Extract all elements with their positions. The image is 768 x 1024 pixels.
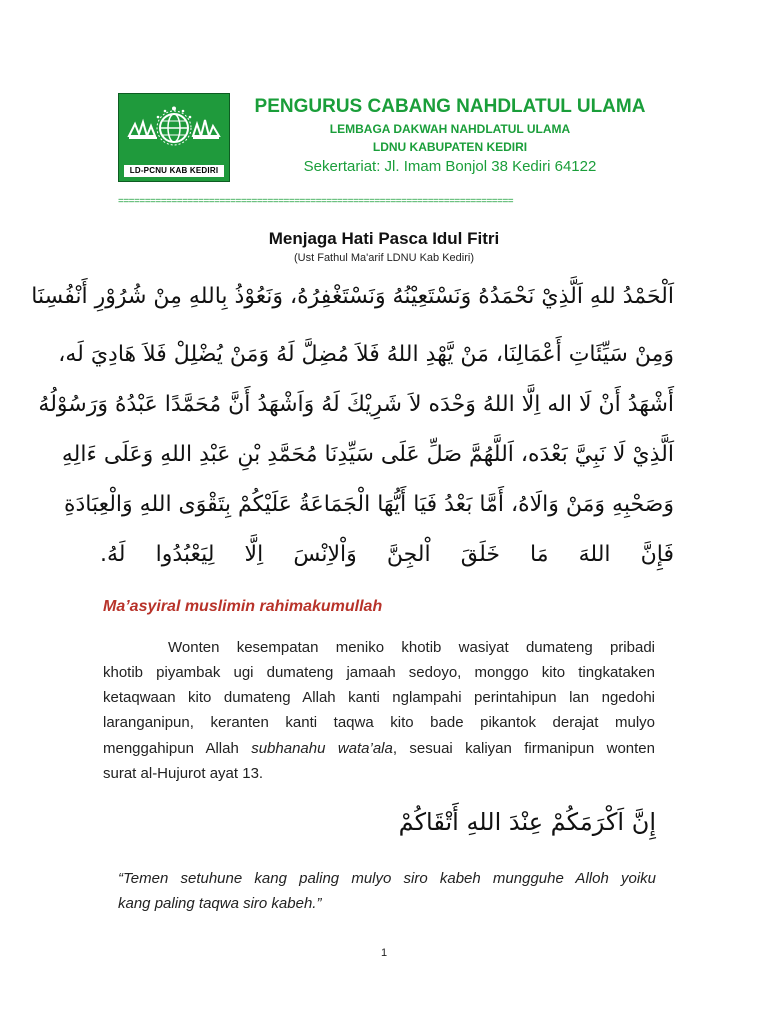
department-name: LEMBAGA DAKWAH NAHDLATUL ULAMA bbox=[329, 122, 571, 136]
organization-name: PENGURUS CABANG NAHDLATUL ULAMA bbox=[254, 96, 646, 117]
arabic-line: أَشْهَدُ أَنْ لَا اله اِلَّا اللهُ وَحْدَه لاَ شَرِيْكَ لَهُ وَاَشْهَدُ أَنَّ مُحَمَّدًا عَبْدُهُ وَرَسُوْلُهُ bbox=[38, 392, 674, 417]
secretariat-address: Sekertariat: Jl. Imam Bonjol 38 Kediri 64122 bbox=[303, 158, 597, 175]
paragraph-line: khotib piyambak ugi dumateng jamaah sedoyo, monggo kito tingkataken bbox=[103, 664, 655, 681]
paragraph-line: surat al-Hujurot ayat 13. bbox=[103, 765, 264, 782]
paragraph-line: Wonten kesempatan meniko khotib wasiyat dumateng pribadi bbox=[168, 639, 655, 656]
branch-name: LDNU KABUPATEN KEDIRI bbox=[372, 140, 528, 154]
paragraph-line: ketaqwaan kito dumateng Allah kanti nglampahi perintahipun lan ngedohi bbox=[103, 689, 655, 706]
organization-logo bbox=[118, 93, 230, 182]
header-separator: ========================================================================== bbox=[118, 196, 514, 207]
quran-verse: إِنَّ اَكْرَمَكُمْ عِنْدَ اللهِ أَتْقَاكُمْ bbox=[398, 808, 656, 836]
arabic-line: فَإِنَّ اللهَ مَا خَلَقَ اْلجِنَّ وَاْلاِنْسَ اِلَّا لِيَعْبُدُوا لَهُ. bbox=[100, 542, 674, 567]
verse-translation-line: kang paling taqwa siro kabeh.” bbox=[118, 895, 322, 912]
document-author: (Ust Fathul Ma'arif LDNU Kab Kediri) bbox=[294, 252, 474, 264]
arabic-line: اَلْحَمْدُ للهِ اَلَّذِيْ نَحْمَدُهُ وَنَسْتَعِيْنُهُ وَنَسْتَغْفِرُهُ، وَنَعُوْذُ بِاللهِ مِنْ شُرُوْرِ أَنْفُسِنَا bbox=[31, 284, 674, 309]
paragraph-line: menggahipun Allah subhanahu wata’ala, sesuai kaliyan firmanipun wonten bbox=[103, 740, 655, 757]
arabic-line: وَصَحْبِهِ وَمَنْ وَالَاهُ، أَمَّا بَعْدُ فَيَا أَيُّهَا الْجَمَاعَةُ عَلَيْكُمْ بِتَقْوَى اللهِ وَالْعِبَادَةِ bbox=[63, 492, 674, 517]
nahdlatul-ulama-globe-emblem-icon bbox=[125, 106, 223, 150]
page-number: 1 bbox=[380, 947, 388, 959]
paragraph-line: laranganipun, keranten kanti taqwa kito bade pikantok derajat mulyo bbox=[103, 714, 655, 731]
logo-caption: LD-PCNU KAB KEDIRI bbox=[124, 165, 224, 177]
arabic-line: وَمِنْ سَيِّئَاتِ أَعْمَالِنَا، مَنْ يَّهْدِ اللهُ فَلاَ مُضِلَّ لَهُ وَمَنْ يُضْلِلْ فَلاَ هَادِيَ لَه، bbox=[58, 342, 674, 367]
emphasis-text: subhanahu wata’ala bbox=[251, 740, 393, 757]
verse-translation-line: “Temen setuhune kang paling mulyo siro kabeh mungguhe Alloh yoiku bbox=[118, 870, 656, 887]
arabic-line: اَلَّذِيْ لَا نَبِيَّ بَعْدَه، اَللَّهُمَّ صَلِّ عَلَى سَيِّدِنَا مُحَمَّدِ بْنِ عَبْدِ اللهِ وَعَلَى ءَالِهِ bbox=[61, 442, 674, 467]
greeting-heading: Ma’asyiral muslimin rahimakumullah bbox=[103, 598, 383, 615]
document-title: Menjaga Hati Pasca Idul Fitri bbox=[268, 229, 500, 248]
